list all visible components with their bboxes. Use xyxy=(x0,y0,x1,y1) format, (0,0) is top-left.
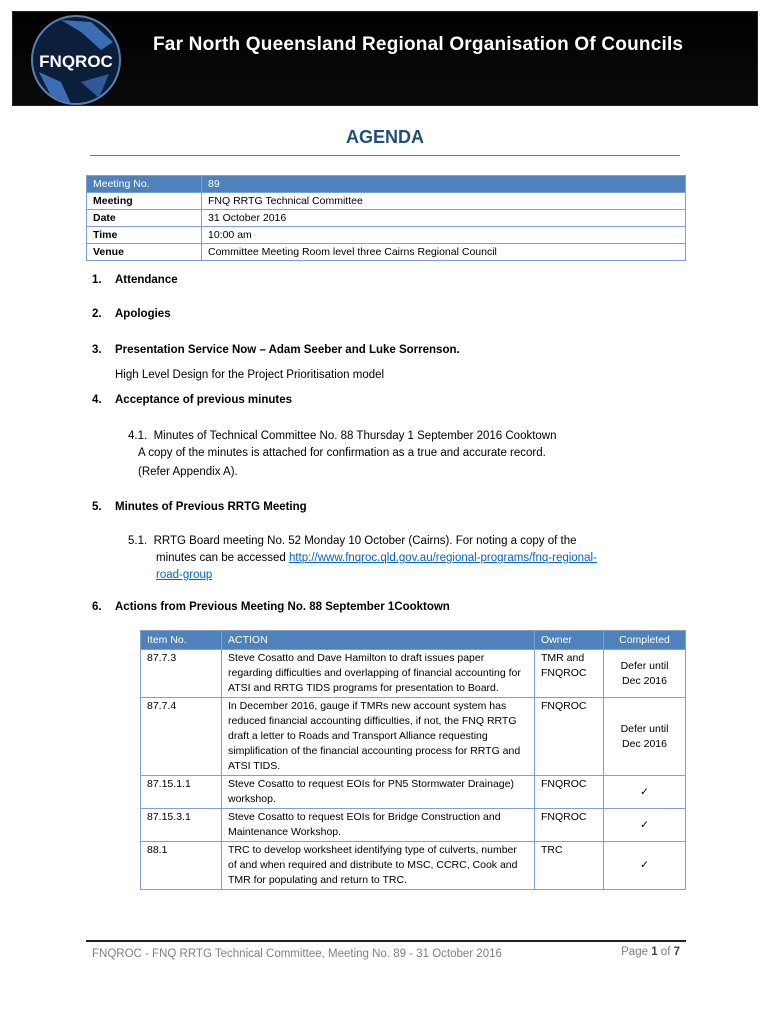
footer-divider xyxy=(86,940,686,942)
actions-table xyxy=(140,630,686,890)
sub-item-text: Minutes of Technical Committee No. 88 Thursday 1 September 2016 Cooktown xyxy=(153,430,557,442)
agenda-item-4 xyxy=(92,394,292,406)
item-title: Actions from Previous Meeting No. 88 September 1Cooktown xyxy=(115,601,450,613)
row-item-no: 87.7.3 xyxy=(141,650,222,698)
row-completed: Defer until Dec 2016 xyxy=(604,650,686,698)
info-value: 10:00 am xyxy=(202,227,686,244)
info-row xyxy=(87,176,686,193)
meeting-info-table xyxy=(86,175,686,261)
agenda-item-6 xyxy=(92,601,450,613)
item-number: 6. xyxy=(92,601,102,613)
row-owner: TRC xyxy=(535,842,604,890)
item-5-1-line3 xyxy=(156,567,212,584)
row-owner: FNQROC xyxy=(535,698,604,776)
info-row xyxy=(87,244,686,261)
row-owner: FNQROC xyxy=(535,776,604,809)
item-title: Apologies xyxy=(115,308,171,320)
row-item-no: 87.7.4 xyxy=(141,698,222,776)
current-page: 1 xyxy=(651,946,658,958)
agenda-item-2 xyxy=(92,308,171,320)
row-item-no: 88.1 xyxy=(141,842,222,890)
info-label: Date xyxy=(87,210,202,227)
item-number: 2. xyxy=(92,308,102,320)
page-of: of xyxy=(657,946,674,958)
info-value: FNQ RRTG Technical Committee xyxy=(202,193,686,210)
item-5-1-line2 xyxy=(156,550,597,567)
item-3-body: High Level Design for the Project Prioritisation model xyxy=(115,369,385,381)
row-action: In December 2016, gauge if TMRs new account system has reduced financial accounting difficulties, if not, the FNQ RRTG draft a letter to Roads and Transport Alliance requesting simplification of the financial accounting process for RRTG and ATSI TIDS. xyxy=(222,698,535,776)
info-label: Meeting xyxy=(87,193,202,210)
info-label: Meeting No. xyxy=(87,176,202,193)
table-row xyxy=(141,650,686,698)
column-header-completed: Completed xyxy=(604,631,686,650)
sub-item-number: 5.1. xyxy=(128,535,148,547)
agenda-item-1 xyxy=(92,274,178,286)
item-number: 5. xyxy=(92,501,102,513)
title-divider xyxy=(90,155,680,156)
sub-item-number: 4.1. xyxy=(128,430,148,442)
check-mark-icon: ✓ xyxy=(604,842,686,890)
info-value: 89 xyxy=(202,176,686,193)
item-title: Attendance xyxy=(115,274,178,286)
table-header-row xyxy=(141,631,686,650)
sub-item-text: RRTG Board meeting No. 52 Monday 10 October (Cairns). For noting a copy of the xyxy=(153,535,577,547)
row-action: Steve Cosatto to request EOIs for PN5 Stormwater Drainage) workshop. xyxy=(222,776,535,809)
info-row xyxy=(87,227,686,244)
organisation-title: Far North Queensland Regional Organisation Of Councils xyxy=(153,34,684,55)
info-row xyxy=(87,193,686,210)
page-prefix: Page xyxy=(621,946,652,958)
table-row xyxy=(141,842,686,890)
column-header-action: ACTION xyxy=(222,631,535,650)
row-owner: FNQROC xyxy=(535,809,604,842)
agenda-item-3 xyxy=(92,344,460,356)
logo-text: FNQROC xyxy=(39,52,113,71)
item-number: 3. xyxy=(92,344,102,356)
item-title: Minutes of Previous RRTG Meeting xyxy=(115,501,307,513)
item-4-1-line3: (Refer Appendix A). xyxy=(138,466,238,478)
row-item-no: 87.15.1.1 xyxy=(141,776,222,809)
item-number: 4. xyxy=(92,394,102,406)
row-item-no: 87.15.3.1 xyxy=(141,809,222,842)
row-action: Steve Cosatto to request EOIs for Bridge Construction and Maintenance Workshop. xyxy=(222,809,535,842)
item-title: Acceptance of previous minutes xyxy=(115,394,293,406)
agenda-item-5 xyxy=(92,501,307,513)
column-header-owner: Owner xyxy=(535,631,604,650)
footer-text: FNQROC - FNQ RRTG Technical Committee, Meeting No. 89 - 31 October 2016 xyxy=(92,948,502,960)
info-label: Time xyxy=(87,227,202,244)
row-action: TRC to develop worksheet identifying type of culverts, number of and when required and distribute to MSC, CCRC, Cook and TMR for populating and return to TRC. xyxy=(222,842,535,890)
row-owner: TMR and FNQROC xyxy=(535,650,604,698)
row-completed: Defer until Dec 2016 xyxy=(604,698,686,776)
fnqroc-logo xyxy=(21,12,131,112)
check-mark-icon: ✓ xyxy=(604,809,686,842)
item-4-1-line2: A copy of the minutes is attached for confirmation as a true and accurate record. xyxy=(138,447,546,459)
row-action: Steve Cosatto and Dave Hamilton to draft issues paper regarding difficulties and overlapping of financial accounting for ATSI and RRTG TIDS programs for presentation to Board. xyxy=(222,650,535,698)
item-5-1-line xyxy=(128,533,577,550)
item-title: Presentation Service Now – Adam Seeber and Luke Sorrenson. xyxy=(115,344,460,356)
table-row xyxy=(141,776,686,809)
table-row xyxy=(141,809,686,842)
total-pages: 7 xyxy=(673,946,680,958)
info-value: Committee Meeting Room level three Cairns Regional Council xyxy=(202,244,686,261)
check-mark-icon: ✓ xyxy=(604,776,686,809)
sub-item-text: minutes can be accessed xyxy=(156,552,289,564)
info-value: 31 October 2016 xyxy=(202,210,686,227)
info-label: Venue xyxy=(87,244,202,261)
table-row xyxy=(141,698,686,776)
column-header-item: Item No. xyxy=(141,631,222,650)
fnqroc-link-continued[interactable]: road-group xyxy=(156,569,213,581)
page-number xyxy=(560,946,680,958)
item-number: 1. xyxy=(92,274,102,286)
header-banner xyxy=(13,12,757,105)
info-row xyxy=(87,210,686,227)
fnqroc-link[interactable]: http://www.fnqroc.qld.gov.au/regional-programs/fnq-regional- xyxy=(288,552,597,564)
page-title: AGENDA xyxy=(345,127,424,147)
item-4-1-line xyxy=(128,428,557,445)
